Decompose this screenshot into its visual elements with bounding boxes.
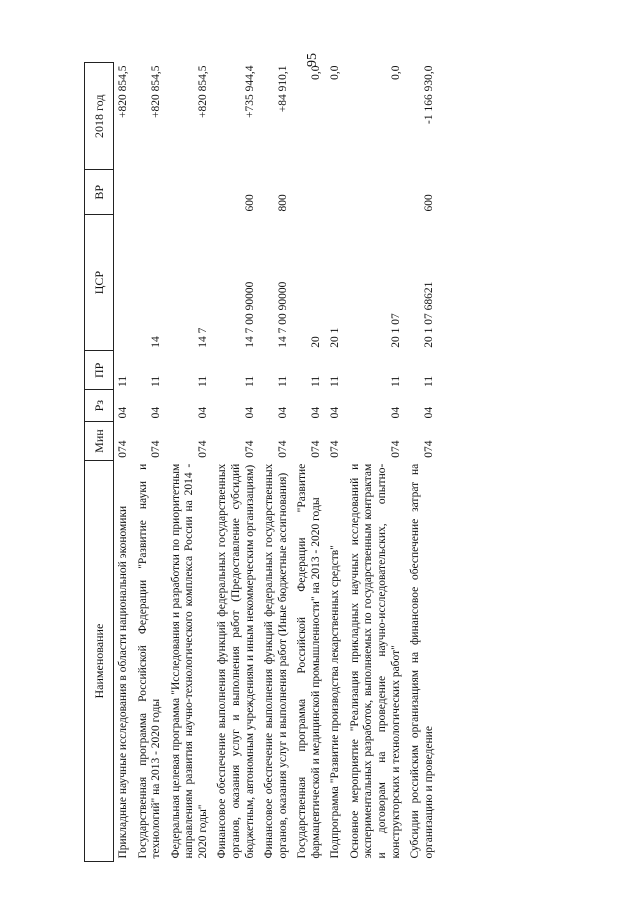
table-header-row — [85, 63, 114, 862]
row-csr: 14 7 00 90000 — [243, 281, 256, 348]
row-vr — [167, 170, 214, 215]
row-sum: 0,0 — [329, 65, 342, 80]
row-sum: +820 854,5 — [196, 65, 209, 118]
table-row — [167, 63, 214, 862]
row-name: Прикладные научные исследования в области национальной экономики — [117, 505, 129, 859]
row-sum: 0,0 — [309, 65, 322, 80]
row-name: Государственная программа Российской Федерации "Развитие науки и технологий" на 2013 - 2020 годы — [136, 463, 163, 859]
header-rz: Рз — [85, 390, 114, 421]
header-min: Мин — [85, 421, 114, 460]
row-min: 074 — [196, 440, 209, 458]
row-min: 074 — [329, 440, 342, 458]
header-name: Наименование — [85, 461, 114, 862]
table-row — [260, 63, 293, 862]
row-vr — [326, 170, 346, 215]
row-sum: +820 854,5 — [150, 65, 163, 118]
row-csr: 20 1 — [329, 327, 342, 348]
row-name: Финансовое обеспечение выполнения функций федеральных государственных органов, оказания услуг и выполнения работ (Иные бюджетные ассигнования) — [263, 463, 289, 859]
row-sum: +735 944,4 — [243, 65, 256, 118]
row-name: Субсидии российским организациям на финансовое обеспечение затрат на организацию и проведение — [409, 463, 435, 859]
row-vr — [293, 170, 326, 215]
row-sum: +820 854,5 — [117, 65, 129, 118]
row-pr: 11 — [422, 375, 435, 387]
row-rz: 04 — [389, 406, 402, 419]
row-csr: 14 7 00 90000 — [276, 281, 289, 348]
budget-table — [84, 62, 439, 862]
row-min: 074 — [150, 440, 163, 458]
row-vr — [114, 170, 134, 215]
row-vr: 800 — [276, 194, 289, 212]
row-sum: -1 166 930,0 — [422, 65, 435, 124]
table-row — [326, 63, 346, 862]
row-sum: 0,0 — [389, 65, 402, 80]
row-min: 074 — [389, 440, 402, 458]
row-csr: 14 7 — [196, 327, 209, 348]
row-vr — [134, 170, 167, 215]
row-rz: 04 — [150, 406, 163, 419]
row-pr: 11 — [276, 375, 289, 387]
row-min: 074 — [243, 440, 256, 458]
row-pr: 11 — [309, 375, 322, 387]
table-row — [293, 63, 326, 862]
table-row — [406, 63, 439, 862]
row-name: Федеральная целевая программа "Исследования и разработки по приоритетным направлениям развития научно-технологического комплекса России на 2014 - 2020 годы" — [169, 463, 209, 859]
row-csr: 20 1 07 68621 — [422, 281, 435, 348]
row-csr: 14 — [150, 336, 163, 348]
row-name: Основное мероприятие "Реализация прикладных научных исследований и экспериментальных разработок, выполняемых по государственным контрактам и договорам на проведение научно-исследовательских, опытно-конструкторских и технологических работ" — [348, 463, 402, 859]
table-row — [346, 63, 406, 862]
row-sum: +84 910,1 — [276, 65, 289, 113]
row-rz: 04 — [329, 406, 342, 419]
page-number: 95 — [305, 53, 320, 67]
budget-table-rotated — [84, 62, 554, 862]
row-vr: 600 — [243, 194, 256, 212]
header-pr: ПР — [85, 351, 114, 390]
row-vr: 600 — [422, 194, 435, 212]
row-rz: 04 — [276, 406, 289, 419]
table-row — [134, 63, 167, 862]
row-pr: 11 — [150, 375, 163, 387]
table-row — [213, 63, 260, 862]
row-pr: 11 — [389, 375, 402, 387]
row-pr: 11 — [196, 375, 209, 387]
row-min: 074 — [422, 440, 435, 458]
row-csr: 20 1 07 — [389, 313, 402, 348]
header-csr: ЦСР — [85, 215, 114, 351]
row-pr: 11 — [243, 375, 256, 387]
header-year: 2018 год — [85, 63, 114, 170]
row-name: Государственная программа Российской Федерации "Развитие фармацевтической и медицинской промышленности" на 2013 - 2020 годы — [296, 463, 322, 859]
row-rz: 04 — [196, 406, 209, 419]
row-pr: 11 — [117, 375, 129, 387]
row-csr: 20 — [309, 336, 322, 348]
table-row — [114, 63, 134, 862]
row-rz: 04 — [117, 406, 129, 419]
row-rz: 04 — [243, 406, 256, 419]
row-min: 074 — [276, 440, 289, 458]
row-min: 074 — [309, 440, 322, 458]
header-vr: ВР — [85, 170, 114, 215]
row-rz: 04 — [422, 406, 435, 419]
row-vr — [346, 170, 406, 215]
row-rz: 04 — [309, 406, 322, 419]
row-pr: 11 — [329, 375, 342, 387]
row-csr — [114, 215, 134, 351]
row-min: 074 — [117, 440, 129, 458]
row-name: Финансовое обеспечение выполнения функций федеральных государственных органов, оказания услуг и выполнения работ (Предоставление субсидий бюджетным, автономным учреждениям и иным некоммерческим организациям) — [216, 463, 256, 859]
row-name: Подпрограмма "Развитие производства лекарственных средств" — [329, 545, 342, 859]
